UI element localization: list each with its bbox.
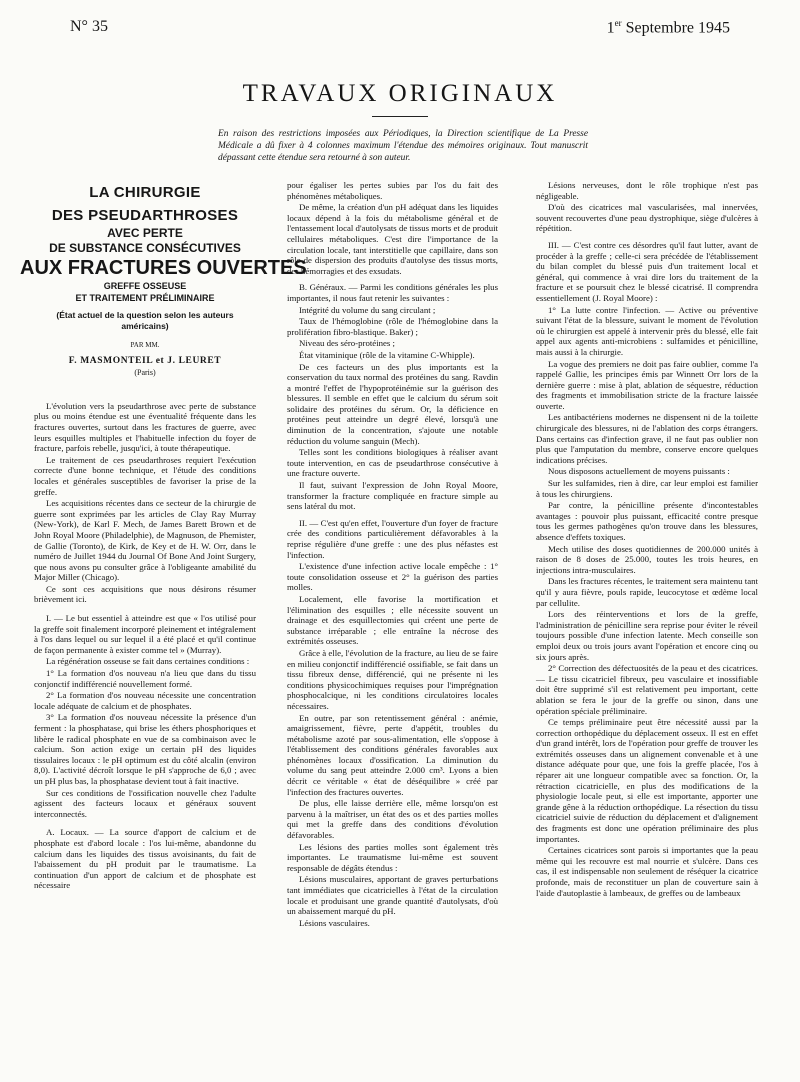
article-title-line-2: DES PSEUDARTHROSES — [51, 207, 239, 224]
paragraph: Par contre, la pénicilline présente d'incontestables avantages : pouvoir plus puissant, efficacité contre presque tous les germes pathogènes qu'on trouve dans les blessures, absence d'effets toxiques. — [536, 500, 758, 542]
editorial-notice: En raison des restrictions imposées aux Périodiques, la Direction scientifique de La Presse Médicale a dû fixer à 4 colonnes maximum l'étendue des mémoires originaux. Tout manuscrit dépassant cette étendue sera retourné à son auteur. — [218, 129, 588, 163]
column-2 — [287, 180, 498, 1070]
paragraph: Lésions musculaires, apportant de graves perturbations tant immédiates que cicatricielles à l'état de la circulation locale et produisant une grande quantité d'autolysats, d'où un abaissement marqué du pH. — [287, 874, 498, 917]
paragraph: Il faut, suivant l'expression de John Royal Moore, transformer la fracture compliquée en fracture simple au sens latéral du mot. — [287, 480, 498, 512]
paragraph: Lésions nerveuses, dont le rôle trophique n'est pas négligeable. — [536, 180, 758, 201]
paragraph: III. — C'est contre ces désordres qu'il faut lutter, avant de procéder à la greffe ; celle-ci sera précédée de l'établissement du bilan complet du blessé puis d'un traitement local et général, qui commence à vrai dire lors du traitement de la fracture et se poursuit chez le blessé cicatrisé. Il comprendra essentiellement (J. Royal Moore) : — [536, 239, 758, 303]
paragraph: A. Locaux. — La source d'apport de calcium et de phosphate est d'abord locale : l'os lui-même, abandonne du calcium dans les liquides des tissus avoisinants, du fait de l'abaissement du pH produit par le traumatisme. La continuation d'un apport de calcium et de phosphate est nécessaire — [34, 827, 256, 891]
paragraph: Les lésions des parties molles sont également très importantes. Le traumatisme lui-même est souvent responsable de dégâts étendus : — [287, 841, 498, 873]
byline-par: PAR MM. — [130, 341, 160, 349]
column-3 — [536, 180, 758, 1070]
paragraph: Grâce à elle, l'évolution de la fracture, au lieu de se faire en milieu conjonctif indifférencié ossifiable, se fait dans un tissu fibreux dense, différencié, qui ne présente ni les conditions physicochimiques requises pour l'imprégnation phosphocalcique, ni les conditions circulatoires locales nécessaires. — [287, 647, 498, 711]
paragraph: 1° La lutte contre l'infection. — Active ou préventive suivant l'état de la blessure, suivant le moment de l'évolution où le chirurgien est appelé à intervenir près du blessé, elle fait appel aux agents anti-microbiens : sulfamides et pénicilline, mais aussi à la chirurgie. — [536, 304, 758, 357]
paragraph: I. — Le but essentiel à atteindre est que « l'os utilisé pour la greffe soit finalement incorporé pleinement et intégralement à l'os dans lequel ou sur lequel il a été placé et qu'il continue de façon permanente à exister comme tel » (Murray). — [34, 613, 256, 655]
paragraph: Les acquisitions récentes dans ce secteur de la chirurgie de guerre sont exprimées par les articles de Clay Ray Murray (New-York), de Karl F. Mech, de James Barett Brown et de John Royal Moore (Philadelphie), de Magnuson, de Phemister, de Gallie (Toronto), de Kirk, de Key et de H. W. Orr, dans le numéro de Juillet 1944 du Journal Of Bone And Joint Surgery, que nous avons pu consulter grâce à l'obligeante amabilité du Major Miller (Chicago). — [34, 498, 256, 583]
paragraph: Dans les fractures récentes, le traitement sera maintenu tant qu'il y aura fièvre, pouls rapide, leucocytose et œdème local par cellulite. — [536, 576, 758, 608]
article-subtitle-1: GREFFE OSSEUSE — [103, 281, 187, 291]
paragraph: Le traitement de ces pseudarthroses requiert l'exécution correcte d'une bonne technique, et l'étude des conditions locales et générales susceptibles de favoriser la prise de la greffe. — [34, 454, 256, 497]
paragraph: Certaines cicatrices sont parois si importantes que la peau même qui les recouvre est mal nourrie et s'ulcère. Dans ces cas, il est indispensable non seulement de réséquer la cicatrice profonde, mais de reconstituer un plan de couverture sain à l'aide d'autoplastie à lambeaux, de greffes ou de lambeaux — [536, 845, 758, 898]
paragraph: Sur les sulfamides, rien à dire, car leur emploi est familier à tous les chirurgiens. — [536, 478, 758, 499]
paragraph: L'évolution vers la pseudarthrose avec perte de substance plus ou moins étendue est une éventualité fréquente dans les fractures ouvertes, surtout dans les fractures de guerre, avec leurs esquilles multiples et l'habituelle infection du foyer de fracture, parfois rebelle, jusqu'ici, à toute thérapeutique. — [34, 400, 256, 454]
paragraph: Ce temps préliminaire peut être nécessité aussi par la correction orthopédique du déplacement osseux. Il est en effet d'un grand intérêt, lors de l'opération pour greffe de trouver les extrémités osseuses dans un alignement convenable et à une distance adéquate pour que, une fois la greffe placée, l'os à réparer ait une longueur compatible avec sa fonction. Or, la rétraction cicatricielle, en plus des modifications de la physiologie locale peut, si elle est importante, apporter une grande gêne à la réduction orthopédique. La résection du tissu cicatriciel suivie de réduction du déplacement et d'alignement des fragments est donc une opération préliminaire des plus importantes. — [536, 717, 758, 844]
paragraph: De même, la création d'un pH adéquat dans les liquides locaux dépend à la fois du métabolisme général et de l'entassement local d'autolysats de tissus morts et de produit cellulaires métaboliques. C'est dire l'importance de la circulation locale, tant interstitielle que capillaire, dans son rôle de dispersion des produits d'autolyse des tissus morts, des hémorragies et des exsudats. — [287, 202, 498, 276]
paragraph: II. — C'est qu'en effet, l'ouverture d'un foyer de fracture crée des conditions particulièrement défavorables à la reprise régulière d'une greffe : une des plus néfastes est l'infection. — [287, 517, 498, 560]
paragraph: L'existence d'une infection active locale empêche : 1° toute consolidation osseuse et 2° la guérison des parties molles. — [287, 561, 498, 593]
paragraph: La régénération osseuse se fait dans certaines conditions : — [46, 656, 250, 667]
title-divider — [372, 116, 428, 117]
paragraph: Lésions vasculaires. — [299, 917, 370, 928]
paragraph: D'où des cicatrices mal vascularisées, mal innervées, souvent recouvertes d'une peau dystrophique, siège d'ulcères à répétition. — [536, 202, 758, 234]
column-1 — [20, 180, 307, 1070]
article-title-line-4: DE SUBSTANCE CONSÉCUTIVES — [49, 241, 241, 255]
paragraph: État vitaminique (rôle de la vitamine C-Whipple). — [299, 349, 475, 360]
issue-number: N° 35 — [70, 18, 108, 35]
article-note: (État actuel de la question selon les auteurs américains) — [56, 310, 234, 331]
article-subtitle-2: ET TRAITEMENT PRÉLIMINAIRE — [75, 293, 215, 303]
column-1-body — [34, 401, 256, 891]
paragraph: 2° La formation d'os nouveau nécessite une concentration locale adéquate de calcium et de phosphates. — [34, 690, 256, 711]
paragraph: Niveau des séro-protéines ; — [299, 338, 396, 349]
article-title-line-1: LA CHIRURGIE — [89, 184, 201, 201]
paragraph: 3° La formation d'os nouveau nécessite la présence d'un ferment : la phosphatase, qui brise les éthers phosphoriques et libère le radical phosphate en vue de sa combinaison avec le calcium. Son action exige un certain pH des liquides tissulaires locaux : le pH optimum est du côté alcalin (environ 8,0). L'activité décroît lorsque le pH s'approche de 6,0 ; avec un pH plus bas, la phosphatase devient tout à fait inactive. — [34, 712, 256, 786]
paragraph: Sur ces conditions de l'ossification nouvelle chez l'adulte agissent des facteurs locaux et généraux souvent interconnectés. — [34, 787, 256, 819]
paragraph: Mech utilise des doses quotidiennes de 200.000 unités à raison de 8 doses de 25.000, toutes les trois heures, en injections intra-musculaires. — [536, 543, 758, 575]
paragraph: En outre, par son retentissement général : anémie, amaigrissement, fièvre, perte d'appétit, troubles du métabolisme azoté par sous-alimentation, elle s'oppose à l'établissement des conditions générales favorables aux phénomènes locaux d'ossification. La diminution du volume du sang peut atteindre 2.000 cm³. Lyons a bien décrit ce véritable « état de déséquilibre » créé par l'infection des fractures ouvertes. — [287, 712, 498, 797]
article-title-line-5: AUX FRACTURES OUVERTES — [20, 257, 307, 279]
article-city: (Paris) — [134, 368, 156, 378]
paragraph: Lors des réinterventions et lors de la greffe, l'administration de pénicilline sera reprise pour éviter le réveil toujours possible d'une infection latente. Mech conseille son emploi deux ou trois jours avant l'opération et encore cinq ou six jours après. — [536, 609, 758, 662]
paragraph: De ces facteurs un des plus importants est la conservation du taux normal des protéines du sang. Ravdin a montré l'effet de l'hypoprotéinémie sur la guérison des blessures. Il semble en effet que le calcium du sérum soit solidaire des protéines du sérum. Or, la déficience en protéines peut atteindre un degré élevé, lorsqu'à une diminution de la concentration, s'ajoute une notable réduction du volume sanguin (Mech). — [287, 361, 498, 446]
paragraph: Telles sont les conditions biologiques à réaliser avant toute intervention, en cas de pseudarthrose consécutive à une fracture ouverte. — [287, 447, 498, 479]
paragraph: pour égaliser les pertes subies par l'os du fait des phénomènes métaboliques. — [287, 180, 498, 201]
article-authors: F. MASMONTEIL et J. LEURET — [68, 355, 222, 366]
issue-date: 1er Septembre 1945 — [606, 18, 730, 37]
paragraph: 2° Correction des défectuosités de la peau et des cicatrices. — Le tissu cicatriciel fibreux, peu vasculaire et inossifiable doit être supprimé s'il est relativement peu important, cette ablation se fera le jour de la greffe ou sinon, dans une opération spéciale préliminaire. — [536, 663, 758, 716]
paragraph: De plus, elle laisse derrière elle, même lorsqu'on est parvenu à la maîtriser, un état des os et des parties molles qui met la greffe dans des conditions d'évolution défavorables. — [287, 798, 498, 841]
paragraph: 1° La formation d'os nouveau n'a lieu que dans du tissu conjonctif indifférencié nouvellement formé. — [34, 668, 256, 689]
paragraph: Taux de l'hémoglobine (rôle de l'hémoglobine dans la prolifération fibro-blastique. Baker) ; — [287, 316, 498, 337]
paragraph: Nous disposons actuellement de moyens puissants : — [548, 466, 730, 477]
paragraph: B. Généraux. — Parmi les conditions générales les plus importantes, il nous faut retenir les suivantes : — [287, 282, 498, 303]
section-title: TRAVAUX ORIGINAUX — [242, 80, 558, 107]
paragraph: Les antibactériens modernes ne dispensent ni de la toilette chirurgicale des blessures, ni de l'ablation des corps étrangers. Dans certains cas d'infection grave, il ne faut pas oublier non plus que l'amputation du membre, conserve encore quelques indications précises. — [536, 412, 758, 465]
article-title-line-3: AVEC PERTE — [107, 226, 183, 240]
article-title-block — [20, 182, 307, 379]
paragraph: Intégrité du volume du sang circulant ; — [299, 304, 436, 315]
paragraph: Localement, elle favorise la mortification et l'élimination des esquilles ; elle nécessite souvent un drainage et des esquillectomies qui créent une perte de substance irréparable ; elle entraîne la nécrose des extrémités osseuses. — [287, 593, 498, 647]
paragraph: La vogue des premiers ne doit pas faire oublier, comme l'a rappelé Gallie, les principes émis par Winnett Orr lors de la dernière guerre : mise à plat, ablation de séquestre, réduction des fragments et immobilisation stricte de la fracture laissée ouverte. — [536, 358, 758, 411]
paragraph: Ce sont ces acquisitions que nous désirons résumer brièvement ici. — [34, 583, 256, 605]
